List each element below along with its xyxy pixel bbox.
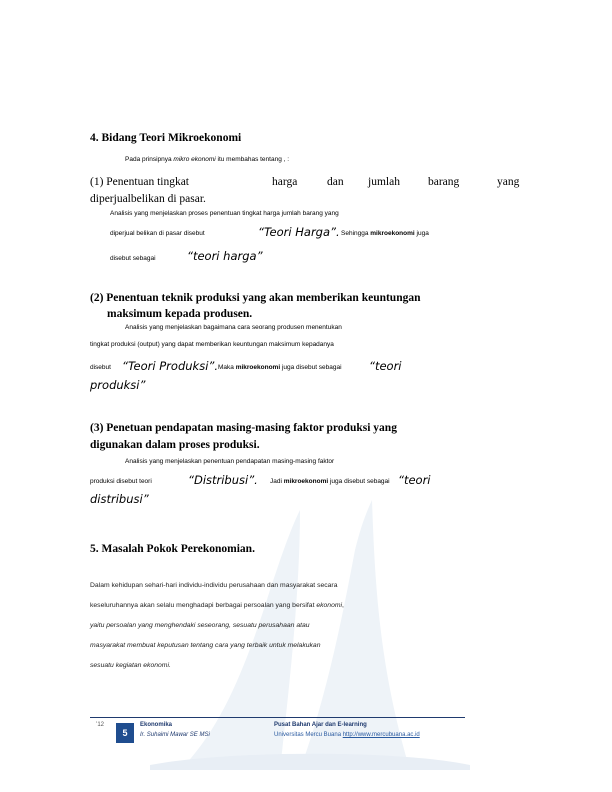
section4-heading: 4. Bidang Teori Mikroekonomi xyxy=(90,132,242,144)
item3-desc-line2b: Jadi mikroekonomi juga disebut sebagai xyxy=(270,478,390,485)
footer-rule xyxy=(90,717,465,718)
item3-term2b: distribusi” xyxy=(90,492,149,506)
section4-intro: Pada prinsipnya mikro ekonomi itu membahas tentang , : xyxy=(125,156,290,163)
item2-desc-line3b: Maka mikroekonomi juga disebut sebagai xyxy=(218,364,342,371)
footer-course: Ekonomika xyxy=(140,722,173,728)
item1-heading-w3: dan xyxy=(327,176,344,188)
footer-author: Ir. Suhaimi Mawar SE MSi xyxy=(140,732,210,738)
item3-desc-line2: produksi disebut teori xyxy=(90,478,152,485)
section5-para-line3: yaitu persoalan yang menghendaki seseorang, sesuatu perusahaan atau xyxy=(90,622,310,629)
item2-heading-line1: (2) Penentuan teknik produksi yang akan memberikan keuntungan xyxy=(90,292,421,304)
item2-term: “Teori Produksi”. xyxy=(122,359,218,373)
item2-desc-line2: tingkat produksi (output) yang dapat memberikan keuntungan maksimum kepadanya xyxy=(90,341,334,348)
item1-heading-w6: yang xyxy=(497,176,520,188)
page-number: 5 xyxy=(116,723,134,743)
item3-desc-line1: Analisis yang menjelaskan penentuan pendapatan masing-masing faktor xyxy=(125,458,335,465)
item1-desc-line1: Analisis yang menjelaskan proses penentuan tingkat harga jumlah barang yang xyxy=(110,210,339,217)
section5-para-line1: Dalam kehidupan sehari-hari individu-individu perusahaan dan masyarakat secara xyxy=(90,582,338,589)
section5-heading: 5. Masalah Pokok Perekonomian. xyxy=(90,543,255,555)
item3-term: “Distribusi”. xyxy=(188,473,258,487)
item2-term2b: produksi” xyxy=(90,378,146,392)
item1-desc-line2b: Sehingga mikroekonomi juga xyxy=(341,230,429,237)
item1-term2: “teori harga” xyxy=(187,249,263,263)
item3-heading-line2: digunakan dalam proses produksi. xyxy=(90,439,260,451)
item1-heading-w5: barang xyxy=(428,176,460,188)
footer-code: ’12 xyxy=(96,722,105,728)
footer-university: Universitas Mercu Buana http://www.mercubuana.ac.id xyxy=(274,732,420,738)
item1-desc-line3: disebut sebagai xyxy=(110,255,156,262)
item1-term: “Teori Harga”. xyxy=(258,225,340,239)
section5-para-line5: sesuatu kegiatan ekonomi. xyxy=(90,662,171,669)
item3-heading-line1: (3) Penetuan pendapatan masing-masing faktor produksi yang xyxy=(90,422,397,434)
item1-desc-line2: diperjual belikan di pasar disebut xyxy=(110,230,205,237)
item1-heading-w4: jumlah xyxy=(368,176,400,188)
item1-heading-w2: harga xyxy=(272,176,298,188)
item1-heading-w1: (1) Penentuan tingkat xyxy=(90,176,190,188)
footer-university-link[interactable]: http://www.mercubuana.ac.id xyxy=(342,732,420,738)
section5-para-line4: masyarakat membuat keputusan tentang cara yang terbaik untuk melakukan xyxy=(90,642,321,649)
footer-center: Pusat Bahan Ajar dan E-learning xyxy=(274,722,367,728)
item2-term2a: “teori xyxy=(369,359,402,373)
item2-heading-line2: maksimum kepada produsen. xyxy=(107,308,253,320)
item2-desc-line1: Analisis yang menjelaskan bagaimana cara seorang produsen menentukan xyxy=(125,324,342,331)
item2-desc-line3: disebut xyxy=(90,364,111,371)
item1-heading-line2: diperjualbelikan di pasar. xyxy=(90,193,206,205)
section5-para-line2: keseluruhannya akan selalu menghadapi berbagai persoalan yang bersifat ekonomi, xyxy=(90,602,344,609)
item3-term2a: “teori xyxy=(398,473,431,487)
